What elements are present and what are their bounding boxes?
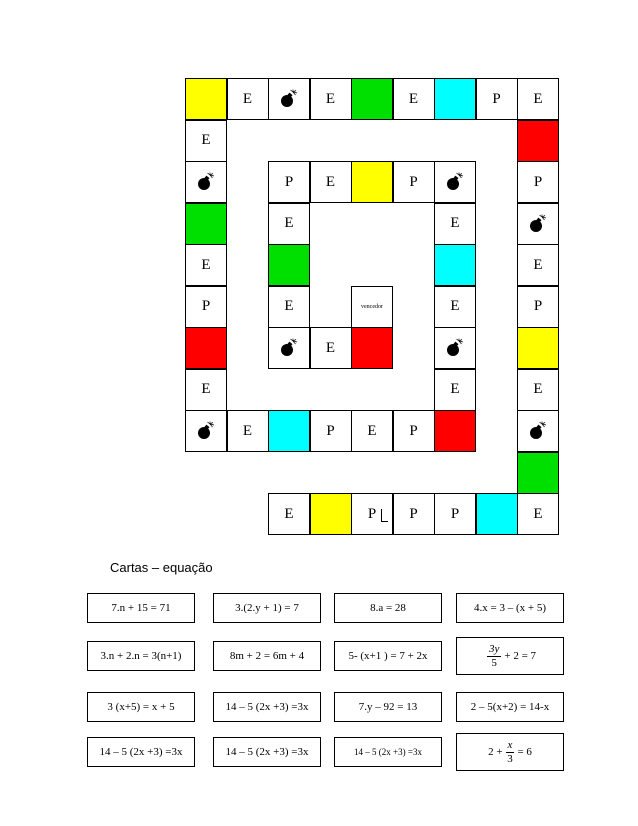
board-cell-bomb xyxy=(268,327,310,369)
cell-label: E xyxy=(325,339,336,356)
board-cell-letter xyxy=(517,161,559,203)
board-cell-cyan xyxy=(434,78,476,120)
cell-label: E xyxy=(408,90,419,107)
board-cell-letter xyxy=(517,78,559,120)
bomb-icon xyxy=(196,421,216,441)
cell-label: P xyxy=(533,298,543,314)
board-cell-letter xyxy=(517,286,559,328)
cell-label: E xyxy=(284,505,294,522)
board-cell-red xyxy=(185,327,227,369)
cell-label: E xyxy=(242,422,253,439)
card-equation-text: 14 – 5 (2x +3) =3x xyxy=(225,746,309,758)
board-cell-letter xyxy=(310,410,352,452)
cell-label: E xyxy=(450,381,460,397)
card-equation-text: 14 – 5 (2x +3) =3x xyxy=(225,701,309,713)
fraction xyxy=(506,740,515,765)
board-cell-letter xyxy=(393,78,435,120)
board-cell-letter xyxy=(476,78,518,120)
card-prefix: 2 + xyxy=(488,746,503,758)
cell-label: E xyxy=(450,215,460,231)
board-cell-letter xyxy=(393,410,435,452)
equation-card xyxy=(213,593,321,623)
card-equation-text: 3.n + 2.n = 3(n+1) xyxy=(100,650,182,662)
equation-card xyxy=(334,593,442,623)
board-cell-letter xyxy=(434,203,476,245)
board-cell-yellow xyxy=(310,493,352,535)
cell-label: E xyxy=(533,505,543,522)
cell-label: P xyxy=(409,505,418,522)
board-cell-green xyxy=(517,452,559,494)
card-equation-text: 8.a = 28 xyxy=(370,602,406,614)
board-cell-bomb xyxy=(434,327,476,369)
board-cell-green xyxy=(185,203,227,245)
cards-caption: Cartas – equação xyxy=(110,560,213,575)
board-cell-yellow xyxy=(351,161,393,203)
cell-label: E xyxy=(284,215,294,231)
board-cell-cyan xyxy=(268,410,310,452)
board-cell-bomb xyxy=(185,410,227,452)
card-equation-text: 4.x = 3 – (x + 5) xyxy=(474,602,546,614)
board-cell-winner xyxy=(351,286,393,328)
board-cell-bomb xyxy=(517,203,559,245)
cell-label: E xyxy=(201,132,211,148)
cell-label: E xyxy=(201,256,211,273)
bomb-icon xyxy=(445,338,465,358)
bomb-icon xyxy=(196,172,216,192)
cell-label: P xyxy=(492,90,501,107)
board-cell-letter xyxy=(185,286,227,328)
card-suffix: + 2 = 7 xyxy=(504,650,537,662)
cursor-mark xyxy=(381,509,388,522)
board-cell-letter xyxy=(268,161,310,203)
board-cell-red xyxy=(351,327,393,369)
board-cell-letter xyxy=(434,493,476,535)
board-cell-letter xyxy=(227,410,269,452)
fraction-denominator: 5 xyxy=(491,656,497,669)
equation-card xyxy=(456,692,564,722)
equation-card xyxy=(213,737,321,767)
board-cell-letter xyxy=(268,493,310,535)
bomb-icon xyxy=(279,338,299,358)
equation-card xyxy=(87,593,195,623)
fraction xyxy=(487,644,501,669)
board-cell-cyan xyxy=(476,493,518,535)
cell-label: E xyxy=(533,256,543,273)
fraction-numerator: 3y xyxy=(488,642,500,655)
board-cell-letter xyxy=(268,286,310,328)
board-cell-letter xyxy=(185,120,227,162)
board-cell-letter xyxy=(517,369,559,411)
board-cell-letter xyxy=(517,244,559,286)
cell-label: E xyxy=(367,422,377,439)
board-cell-cyan xyxy=(434,244,476,286)
cell-label: P xyxy=(201,298,211,314)
board-cell-letter xyxy=(393,493,435,535)
cell-label: vencedor xyxy=(361,303,383,310)
board-cell-letter xyxy=(310,327,352,369)
board-cell-red xyxy=(517,120,559,162)
cell-label: E xyxy=(242,90,253,107)
board-cell-letter xyxy=(310,78,352,120)
equation-card xyxy=(456,637,564,675)
card-equation-text: 7.n + 15 = 71 xyxy=(111,602,171,614)
board-cell-green xyxy=(351,78,393,120)
board-cell-letter xyxy=(393,161,435,203)
cell-label: E xyxy=(325,173,336,190)
board-cell-letter xyxy=(185,244,227,286)
board-cell-green xyxy=(268,244,310,286)
card-equation-text: 14 – 5 (2x +3) =3x xyxy=(99,746,183,758)
board-cell-letter xyxy=(310,161,352,203)
board-cell-letter xyxy=(434,286,476,328)
board-cell-red xyxy=(434,410,476,452)
card-equation-text: 5- (x+1 ) = 7 + 2x xyxy=(348,650,428,662)
board-cell-letter xyxy=(517,493,559,535)
cell-label: E xyxy=(533,381,543,397)
cell-label: P xyxy=(409,173,418,190)
board-cell-yellow xyxy=(185,78,227,120)
board-cell-letter xyxy=(268,203,310,245)
board-cell-letter xyxy=(227,78,269,120)
bomb-icon xyxy=(445,172,465,192)
card-equation-text: 8m + 2 = 6m + 4 xyxy=(229,650,305,662)
equation-card xyxy=(213,692,321,722)
equation-card xyxy=(87,641,195,671)
equation-card xyxy=(456,593,564,623)
bomb-icon xyxy=(279,89,299,109)
cell-label: P xyxy=(533,173,543,190)
card-equation-text: 2 – 5(x+2) = 14-x xyxy=(470,701,550,713)
fraction-numerator: x xyxy=(507,738,513,751)
cell-label: E xyxy=(533,90,543,107)
board-cell-letter xyxy=(351,410,393,452)
cell-label: E xyxy=(201,381,211,397)
cell-label: P xyxy=(367,505,377,522)
board-cell-yellow xyxy=(517,327,559,369)
card-equation-text: 14 – 5 (2x +3) =3x xyxy=(354,747,422,757)
card-equation-text: 7.y – 92 = 13 xyxy=(358,701,418,713)
equation-card xyxy=(456,733,564,771)
board-cell-bomb xyxy=(434,161,476,203)
cell-label: P xyxy=(409,422,418,439)
cell-label: P xyxy=(450,505,460,522)
board-cell-letter xyxy=(434,369,476,411)
equation-card xyxy=(213,641,321,671)
cell-label: E xyxy=(284,298,294,314)
cell-label: E xyxy=(450,298,460,314)
equation-card xyxy=(87,692,195,722)
board-cell-bomb xyxy=(517,410,559,452)
card-equation-text: 3.(2.y + 1) = 7 xyxy=(235,602,299,614)
card-suffix: = 6 xyxy=(517,746,532,758)
cell-label: P xyxy=(284,173,294,190)
cell-label: E xyxy=(325,90,336,107)
card-equation-text: 3 (x+5) = x + 5 xyxy=(107,701,175,713)
equation-card xyxy=(334,692,442,722)
cell-label: P xyxy=(326,422,335,439)
board-cell-bomb xyxy=(268,78,310,120)
board-cell-bomb xyxy=(185,161,227,203)
equation-card xyxy=(87,737,195,767)
bomb-icon xyxy=(528,421,548,441)
fraction-denominator: 3 xyxy=(507,752,513,765)
board-cell-letter xyxy=(185,369,227,411)
equation-card xyxy=(334,641,442,671)
equation-card xyxy=(334,737,442,767)
bomb-icon xyxy=(528,214,548,234)
